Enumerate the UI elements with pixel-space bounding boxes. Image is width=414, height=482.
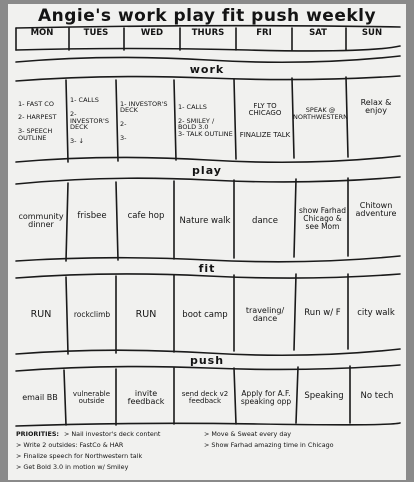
priority-item: > Show Farhad amazing time in Chicago [204, 441, 334, 449]
section-label-work: work [189, 63, 225, 76]
fit-cell-fri: traveling/ dance [245, 305, 285, 323]
fit-cell-wed: RUN [135, 309, 157, 321]
push-cell-sat: Speaking [304, 390, 344, 401]
play-cell-fri: dance [252, 215, 278, 226]
fit-cell-sun: city walk [357, 307, 395, 318]
day-header-thurs: THURS [191, 28, 225, 38]
push-cell-wed: invite feedback [127, 388, 165, 406]
day-header-sun: SUN [361, 28, 383, 38]
priority-item: > Finalize speech for Northwestern talk [16, 452, 143, 460]
work-cell-sun: Relax & enjoy [360, 97, 392, 115]
work-cell-thurs: 1- CALLS 2- SMILEY / BOLD 3.0 3- TALK OUTLINE [178, 102, 233, 139]
priority-item: > Write 2 outsides: FastCo & HAR [16, 441, 124, 449]
day-header-mon: MON [30, 28, 54, 38]
day-header-fri: FRI [256, 28, 272, 38]
section-label-push: push [189, 354, 225, 367]
priority-item: > Get Bold 3.0 in motion w/ Smiley [16, 463, 129, 471]
play-cell-thurs: Nature walk [179, 215, 231, 226]
push-cell-sun: No tech [360, 390, 394, 401]
planner-title: Angie's work play fit push weekly [37, 6, 377, 26]
push-cell-thurs: send deck v2 feedback [181, 389, 229, 405]
day-header-sat: SAT [309, 28, 327, 38]
work-cell-wed: 1- INVESTOR'S DECK 2- 3- [120, 99, 168, 142]
play-cell-mon: community dinner [18, 211, 64, 229]
priority-item: > Nail investor's deck content [64, 430, 161, 438]
day-header-tues: TUES [83, 28, 109, 38]
work-cell-mon: 1- FAST CO 2- HARPEST 3- SPEECH OUTLINE [18, 99, 57, 142]
fit-cell-thurs: boot camp [182, 309, 228, 320]
push-cell-mon: email BB [22, 392, 58, 402]
section-label-play: play [192, 164, 222, 177]
play-cell-wed: cafe hop [127, 210, 165, 221]
day-header-wed: WED [140, 28, 164, 38]
fit-cell-sat: Run w/ F [304, 307, 341, 318]
priorities-heading: PRIORITIES: [16, 430, 59, 438]
work-cell-sat: SPEAK @ NORTHWESTERN [293, 106, 348, 121]
fit-cell-mon: RUN [30, 309, 52, 321]
work-cell-fri: FLY TO CHICAGO FINALIZE TALK [239, 101, 291, 140]
play-cell-sat: show Farhad Chicago & see Mom [298, 206, 347, 231]
work-cell-tues: 1- CALLS 2- INVESTOR'S DECK 3- ↓ [70, 96, 109, 146]
push-cell-tues: vulnerable outside [72, 389, 111, 405]
section-label-fit: fit [198, 262, 216, 275]
play-cell-tues: frisbee [77, 210, 107, 221]
push-cell-fri: Apply for A.F. speaking opp [240, 389, 292, 406]
weekly-planner-poster [8, 4, 406, 480]
play-cell-sun: Chitown adventure [355, 200, 397, 218]
priority-item: > Move & Sweat every day [204, 430, 292, 438]
fit-cell-tues: rockclimb [73, 310, 111, 320]
